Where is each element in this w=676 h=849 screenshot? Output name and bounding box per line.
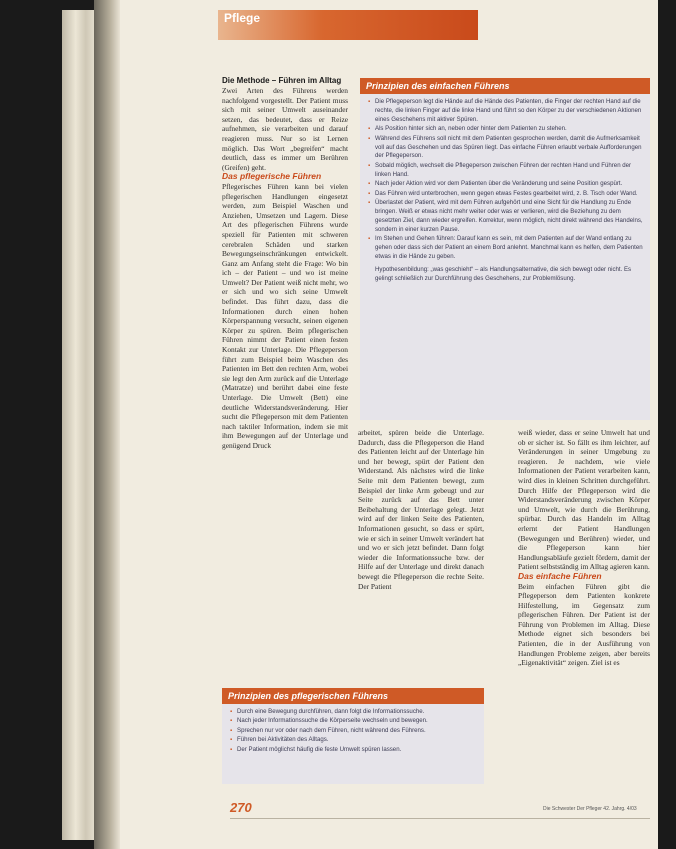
- middle-column: [358, 428, 484, 591]
- pflegerisch-list: [222, 704, 484, 759]
- list-item: ▪ Der Patient möglichst häufig die feste Umwelt spüren lassen.: [230, 746, 478, 755]
- einfach-principles-box: [360, 78, 650, 420]
- middle-text: arbeitet, spüren beide die Unterlage. Dadurch, dass die Pflegeperson die Hand des Patienten leicht auf der Unterlage hin und her bewegt, spürt der Patient den Widerstand. Als nächstes wird die linke Seite mit dem Patienten bewegt, zum Beispiel der linke Arm gebeugt und zur Seite zurück auf das Bett unter Beibehaltung der Unterlage gelegt. Jetzt wird auf der linken Seite des Patienten, Informationen gesucht, so dass er spürt, wie er sich in seiner Umwelt verändert hat und wo er sich jetzt befindet. Dann folgt wieder die Informationssuche bzw. der Hilfe auf der Unterlage und direkt danach bewegt die Pflegeperson die rechte Seite. Der Patient: [358, 428, 484, 591]
- section-tab-label: Pflege: [224, 11, 261, 25]
- einfach-note: Hypothesenbildung: „was geschieht“ – als Handlungsalternative, die sich bewegt oder nicht. Es gelingt schließlich zur Durchführung des Geschehens, zur Problemlösung.: [375, 266, 632, 283]
- list-item: ▪ Durch eine Bewegung durchführen, dann folgt die Informationssuche.: [230, 708, 478, 717]
- list-item: ▪ Das Führen wird unterbrochen, wenn gegen etwas Festes gearbeitet wird, z. B. Tisch oder Wand.: [368, 190, 644, 199]
- pflegerisch-box-title: Prinzipien des pflegerischen Führens: [222, 688, 484, 704]
- page: [118, 0, 658, 849]
- intro-text: Zwei Arten des Führens werden nachfolgend vorgestellt. Der Patient muss sich mit seiner Umwelt auseinander setzen, das bedeutet, dass er Reize aufnehmen, sie verarbeiten und darauf reagieren muss. Nur so ist Lernen möglich. Das Wort „begreifen“ macht deutlich, dass es immer um Berühren (Greifen) geht.: [222, 86, 348, 172]
- list-item: ▪ Nach jeder Aktion wird vor dem Patienten über die Veränderung und seine Position gespürt.: [368, 180, 644, 189]
- list-item: ▪ Als Position hinter sich an, neben oder hinter dem Patienten zu stehen.: [368, 125, 644, 134]
- einfach-heading: Das einfache Führen: [518, 570, 602, 581]
- left-column: [222, 76, 348, 451]
- einfach-list: [360, 94, 650, 266]
- right-column: [518, 428, 650, 668]
- list-item: ▪ Im Stehen und Gehen führen: Darauf kann es sein, mit dem Patienten auf der Wand entlang zu gehen oder dass sich der Patient an einem Bord anlehnt. Manchmal kann es helfen, dem Patienten etwas in die Hände zu geben.: [368, 235, 644, 262]
- pflegerisch-text: Pflegerisches Führen kann bei vielen pflegerischen Handlungen eingesetzt werden, zum Beispiel Waschen und Anziehen, Umsetzen und Lagern. Diese Art des pflegerischen Führens wurde speziell für Patienten mit schweren cerebralen Schäden und starken Bewegungseinschränkungen entwickelt. Ganz am Anfang steht die Frage: Wo bin ich – der Patient – und wo ist meine Umwelt? Der Patient weiß nicht mehr, wo er sich und wo sich seine Umwelt befindet. Das führt dazu, dass die Informationen durch einen hohen Körperspannung versucht, seinen eigenen Körper zu spüren. Beim pflegerischen Führen nimmt der Patient einen festen Kontakt zur Unterlage. Die Pflegeperson führt zum Beispiel beim Waschen des Patienten im Bett den rechten Arm, wobei sie legt den Arm zurück auf die Unterlage (Matratze) und berührt dabei eine feste Unterlage. Die Umwelt (Bett) eine deutliche Widerstandsveränderung. Hier sucht die Pflegeperson mit dem Patienten nach taktiler Information, indem sie mit ihm Bewegungen auf der Unterlage und genügend Druck: [222, 181, 348, 450]
- book-gutter: [94, 0, 120, 849]
- list-item: ▪ Sobald möglich, wechselt die Pflegeperson zwischen Führen der rechten Hand und Führen der linken Hand.: [368, 162, 644, 180]
- pflegerisch-principles-box: [222, 688, 484, 784]
- list-item: ▪ Führen bei Aktivitäten des Alltags.: [230, 736, 478, 745]
- page-number: 270: [230, 800, 252, 815]
- right-text: weiß wieder, dass er seine Umwelt hat und ob er sicher ist. So fällt es ihm leichter, auf Veränderungen in seiner Umgebung zu reagieren. Je nachdem, wie viele Informationen der Patient verarbeiten kann, wird dies in kleinen Schritten durchgeführt. Durch Hilfe der Pflegeperson wird die Widerstandsveränderung zwischen Körper und Umwelt, wie durch die Berührung, spürbar. Durch das Handeln im Alltag erlernt der Patient Handlungen (Bewegungen und Berühren) wieder, und die Pflegeperson kann hier Handlungsabläufe gezielt fördern, damit der Patient selbstständig im Alltag agieren kann.: [518, 428, 650, 572]
- list-item: ▪ Sprechen nur vor oder nach dem Führen, nicht während des Führens.: [230, 727, 478, 736]
- list-item: ▪ Nach jeder Informationssuche die Körperseite wechseln und bewegen.: [230, 717, 478, 726]
- list-item: ▪ Die Pflegeperson legt die Hände auf die Hände des Patienten, die Finger der rechten Hand auf die rechte, die linken Finger auf die linke Hand und führt so den Körper zu der verschiedenen Aktionen eines Geschehens mit aktiver Spüren.: [368, 98, 644, 125]
- list-item: ▪ Während des Führens soll nicht mit dem Patienten gesprochen werden, damit die Aufmerksamkeit voll auf das Geschehen und das Spüren liegt. Das einfache Führen erlaubt verbale Aufforderungen der Pflegeperson.: [368, 135, 644, 162]
- list-item: ▪ Überlastet der Patient, wird mit dem Führen aufgehört und eine Sicht für die Handlung zu Ende bringen. Weiß er etwas nicht mehr weiter oder was er verlieren, wird die Beziehung zu dem gesetzten Ziel, dann wieder ergreifen. Korrektur, wenn möglich, nicht direkt während des Handelns, sondern in einer kurzen Pause.: [368, 199, 644, 235]
- footer-rule: [230, 818, 650, 819]
- einfach-box-title: Prinzipien des einfachen Führens: [360, 78, 650, 94]
- right-text-2: Beim einfachen Führen gibt die Pflegeperson dem Patienten konkrete Hilfestellung, im Gegensatz zum pflegerischen Führen. Der Patient ist der Führung von Problemen im Alltag. Diese Methode eignet sich besonders bei Patienten, die in der Ausführung von Handlungen Probleme zeigen, aber bereits „Eigenaktivität“ zeigen. Ziel ist es: [518, 581, 650, 668]
- intro-heading: Die Methode – Führen im Alltag: [222, 76, 342, 85]
- pflegerisch-heading: Das pflegerische Führen: [222, 171, 322, 182]
- footer-text: Die Schwester Der Pfleger 42. Jahrg. 4/03: [543, 806, 637, 812]
- page-stack-edge: [62, 10, 96, 840]
